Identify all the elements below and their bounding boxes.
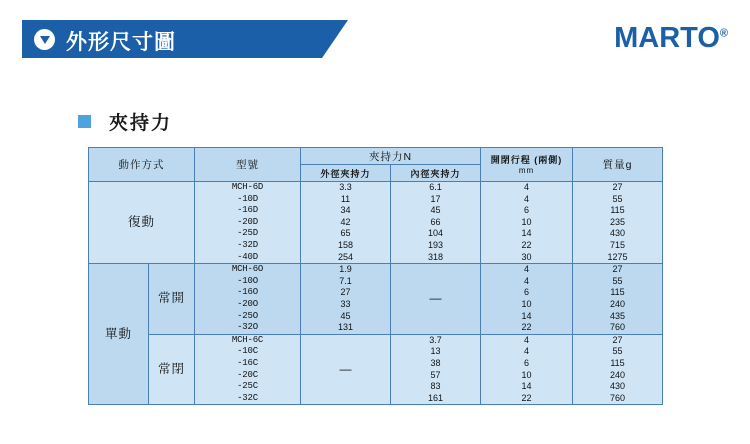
cell-line: -10O [237, 275, 258, 286]
cell-line: 435 [609, 310, 626, 321]
cell-line: -32O [237, 322, 258, 333]
cell-line: 4 [523, 275, 529, 286]
cell-line: 193 [427, 239, 444, 250]
row-mode-single-acting [89, 264, 149, 405]
cell-line: 42 [340, 216, 351, 227]
cell-line: 1.9 [339, 264, 352, 275]
cell-line: 83 [430, 381, 441, 392]
cell-line: 115 [610, 357, 625, 368]
cell-line: 33 [340, 298, 351, 309]
cell-force-outer-double [301, 182, 391, 264]
header-force-inner: 內徑夾持力 [391, 165, 481, 182]
cell-line: 430 [609, 381, 626, 392]
cell-line: 6.1 [429, 182, 442, 192]
cell-line: 760 [609, 392, 626, 403]
header-stroke [481, 148, 573, 182]
brand-name: MARTO [614, 22, 720, 54]
cell-stroke-nc [481, 334, 573, 405]
spec-table-container [88, 147, 662, 405]
table-row [89, 334, 663, 405]
header-action-mode: 動作方式 [89, 148, 195, 182]
table-row [89, 182, 663, 264]
clamping-force-table [88, 147, 663, 405]
cell-line: -32D [237, 239, 258, 250]
cell-line: 27 [340, 287, 351, 298]
cell-line: MCH-6D [231, 182, 264, 192]
cell-line: 55 [612, 346, 623, 357]
section-title: 夾持力 [109, 113, 173, 134]
page-header [0, 0, 750, 62]
row-mode-double-acting: 復動 [89, 182, 195, 264]
cell-mass-double [573, 182, 663, 264]
cell-line: -10D [237, 193, 258, 204]
cell-line: MCH-6C [231, 334, 264, 345]
cell-models-double [195, 182, 301, 264]
cell-line: 10 [521, 298, 532, 309]
header-force: 夾持力N [301, 148, 481, 165]
cell-line: 6 [523, 287, 529, 298]
row-sub-normally-open: 常開 [149, 264, 195, 335]
cell-line: 115 [610, 205, 625, 216]
play-circle-icon [34, 29, 55, 50]
cell-line: 10 [521, 216, 532, 227]
cell-line: 3.3 [339, 182, 352, 192]
cell-line: -25C [237, 381, 258, 392]
cell-line: 115 [610, 287, 625, 298]
cell-line: 45 [430, 205, 441, 216]
cell-mass-no [573, 264, 663, 335]
cell-force-inner-nc [391, 334, 481, 405]
header-stroke-label: 開閉行程 (兩側) [490, 155, 563, 165]
cell-line: -25O [237, 310, 258, 321]
header-stroke-unit: mm [518, 166, 535, 175]
cell-line: -20C [237, 369, 258, 380]
cell-line: 240 [609, 369, 626, 380]
brand-logo [614, 22, 728, 55]
cell-line: 4 [523, 346, 529, 357]
cell-line: -20D [237, 216, 258, 227]
cell-line: -20O [237, 298, 258, 309]
cell-line: 22 [521, 392, 532, 403]
header-banner-tail [322, 20, 348, 58]
cell-line: 240 [609, 298, 626, 309]
cell-line: 104 [427, 228, 444, 239]
cell-line: 34 [340, 205, 351, 216]
cell-line: 4 [523, 334, 529, 345]
cell-line: -25D [237, 228, 258, 239]
row-mode-single-acting-label: 單動 [104, 326, 132, 341]
cell-line: 38 [430, 357, 441, 368]
table-row [89, 264, 663, 335]
cell-line: 14 [521, 228, 532, 239]
cell-line: 4 [523, 264, 529, 275]
cell-line: 715 [609, 239, 626, 250]
cell-line: 1275 [607, 251, 628, 262]
cell-mass-nc [573, 334, 663, 405]
cell-line: 14 [521, 381, 532, 392]
cell-line: 760 [609, 322, 626, 333]
page-title: 外形尺寸圖 [66, 31, 176, 54]
cell-line: 55 [612, 275, 623, 286]
cell-line: 161 [427, 392, 444, 403]
cell-line: -32C [237, 392, 258, 403]
cell-force-inner-no: — [391, 264, 481, 335]
cell-models-nc [195, 334, 301, 405]
cell-line: 27 [612, 182, 623, 192]
brand-registered-mark: ® [719, 27, 728, 40]
cell-line: -16C [237, 357, 258, 368]
cell-line: 10 [521, 369, 532, 380]
cell-line: 6 [523, 205, 529, 216]
cell-force-inner-double [391, 182, 481, 264]
cell-line: 254 [337, 251, 354, 262]
cell-line: 30 [521, 251, 532, 262]
cell-line: 430 [609, 228, 626, 239]
header-mass: 質量g [573, 148, 663, 182]
cell-line: 27 [612, 264, 623, 275]
cell-line: 57 [430, 369, 441, 380]
cell-line: 4 [523, 182, 529, 192]
cell-line: 235 [609, 216, 626, 227]
cell-line: 11 [340, 193, 351, 204]
row-sub-normally-closed: 常閉 [149, 334, 195, 405]
cell-line: -16D [237, 205, 258, 216]
section-heading [78, 108, 172, 135]
cell-line: 131 [337, 322, 354, 333]
cell-line: 22 [521, 322, 532, 333]
cell-line: 158 [337, 239, 354, 250]
cell-line: MCH-6O [231, 264, 264, 275]
cell-line: 318 [427, 251, 444, 262]
cell-line: 3.7 [429, 334, 442, 345]
cell-line: 17 [430, 193, 441, 204]
cell-line: -16O [237, 287, 258, 298]
cell-force-outer-nc: — [301, 334, 391, 405]
cell-line: 45 [340, 310, 351, 321]
cell-force-outer-no [301, 264, 391, 335]
header-model: 型號 [195, 148, 301, 182]
cell-models-no [195, 264, 301, 335]
square-bullet-icon [78, 115, 91, 128]
cell-line: 66 [430, 216, 441, 227]
cell-line: 13 [430, 346, 441, 357]
cell-line: 55 [612, 193, 623, 204]
cell-line: 6 [523, 357, 529, 368]
cell-line: 7.1 [339, 275, 352, 286]
cell-line: -40D [237, 251, 258, 262]
cell-line: -10C [237, 346, 258, 357]
cell-stroke-double [481, 182, 573, 264]
header-force-outer: 外徑夾持力 [301, 165, 391, 182]
cell-line: 65 [340, 228, 351, 239]
cell-line: 22 [521, 239, 532, 250]
cell-stroke-no [481, 264, 573, 335]
cell-line: 4 [523, 193, 529, 204]
cell-line: 27 [612, 334, 623, 345]
cell-line: 14 [521, 310, 532, 321]
